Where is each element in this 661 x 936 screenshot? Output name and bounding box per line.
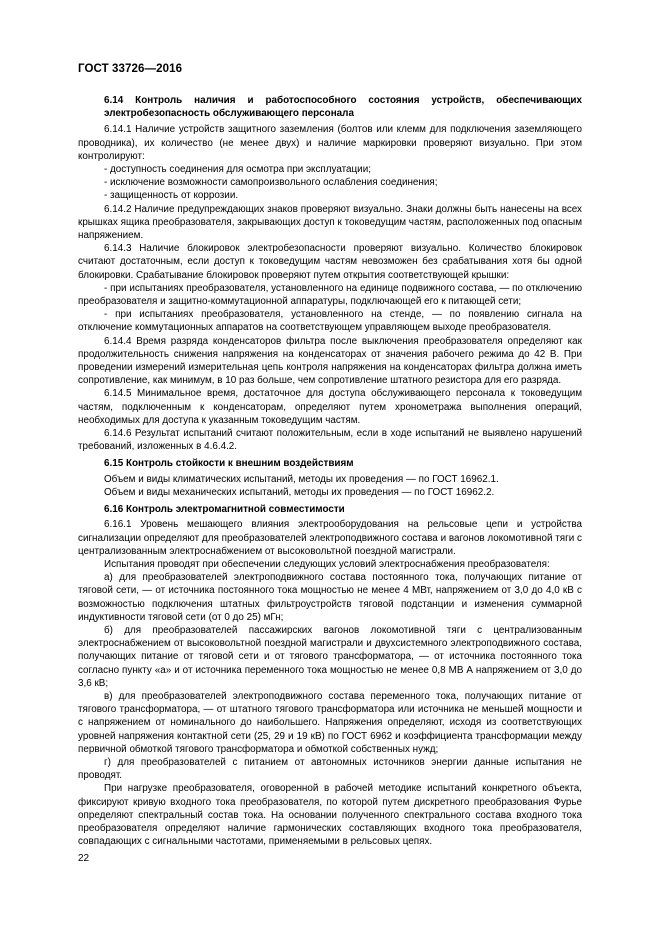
section-6-16-heading: 6.16 Контроль электромагнитной совместимости bbox=[104, 504, 345, 516]
paragraph-6-16-a: а) для преобразователей электроподвижного состава постоянного тока, получающих питание от тяговой сети, — от источника постоянного тока мощностью не менее 4 МВт, напряжением от 3,0 до 4,0 кВ с возможностью подключения штатных фильтроустройств тяговой подстанции и изменения суммарной индуктивности тяговой сети (от 0 до 25) мГн; bbox=[78, 572, 582, 623]
paragraph-6-16-g: г) для преобразователей с питанием от автономных источников энергии данные испытания не проводят. bbox=[78, 756, 582, 782]
paragraph-6-14-3: 6.14.3 Наличие блокировок электробезопасности проверяют визуально. Количество блокировок считают достаточным, если доступ к токоведущим частям невозможен без срабатывания хотя бы одной блокировки. Срабатывание блокировок проверяют путем открытия соответствующей крышки: bbox=[78, 243, 582, 281]
page-number: 22 bbox=[78, 853, 90, 864]
paragraph-6-14-1: 6.14.1 Наличие устройств защитного заземления (болтов или клемм для подключения заземляющего проводника), их количество (не менее двух) и наличие маркировки проверяют визуально. При этом контролируют: bbox=[78, 124, 582, 162]
paragraph-6-14-5: 6.14.5 Минимальное время, достаточное для доступа обслуживающего персонала к токоведущим частям, подключенным к конденсаторам, определяют путем хронометража выполнения операций, необходимых для доступа к указанным токоведущим частям. bbox=[78, 388, 582, 426]
paragraph-6-14-2: 6.14.2 Наличие предупреждающих знаков проверяют визуально. Знаки должны быть нанесены на всех крышках ящика преобразователя, закрывающих доступ к токоведущим частям, расположенных под опасным напряжением. bbox=[78, 203, 582, 242]
paragraph-6-16-conditions: Испытания проводят при обеспечении следующих условий электроснабжения преобразователя: bbox=[104, 558, 550, 570]
document-body bbox=[78, 94, 582, 848]
list-item: - защищенность от коррозии. bbox=[104, 190, 239, 202]
paragraph-6-14-6: 6.14.6 Результат испытаний считают положительным, если в ходе испытаний не выявлено нарушений требований, изложенных в 4.6.4.2. bbox=[78, 428, 582, 453]
paragraph-6-16-final: При нагрузке преобразователя, оговоренной в рабочей методике испытаний конкретного объекта, фиксируют кривую входного тока преобразователя, по которой путем дискретного преобразования Фурье определяют спектральный состав тока. На основании полученного спектрального состава входного тока преобразователя определяют наличие гармонических составляющих входного тока преобразователя, совпадающих с сигнальными частотами, применяемыми в рельсовых цепях. bbox=[78, 783, 582, 848]
list-item: - исключение возможности самопроизвольного ослабления соединения; bbox=[104, 177, 438, 189]
document-header: ГОСТ 33726—2016 bbox=[78, 63, 183, 75]
paragraph-6-16-1: 6.16.1 Уровень мешающего влияния электрооборудования на рельсовые цепи и устройства сигнализации определяют для преобразователей электроподвижного состава и вагонов локомотивной тяги с централизованным электроснабжением от высоковольтной поездной магистрали. bbox=[78, 519, 582, 557]
paragraph-6-14-4: 6.14.4 Время разряда конденсаторов фильтра после выключения преобразователя определяют как продолжительность снижения напряжения на конденсаторах от значения рабочего режима до 42 В. При проведении измерений измерительная цепь контроля напряжения на конденсаторах фильтра должна иметь сопротивление, как минимум, в 10 раз больше, чем сопротивление штатного резистора для его разряда. bbox=[78, 335, 582, 387]
paragraph-6-14-3-b: - при испытаниях преобразователя, установленного на стенде, — по появлению сигнала на отключение коммутационных аппаратов на соответствующем управляющем выходе преобразователя. bbox=[78, 309, 582, 334]
paragraph-6-16-b: б) для преобразователей пассажирских вагонов локомотивной тяги с централизованным электроснабжением от высоковольтной поездной магистрали и двухсистемного электроподвижного состава, получающих питание от тяговой сети и от тягового трансформатора, — от источника постоянного тока согласно пункту «а» и от источника переменного тока мощностью не менее 0,8 МВ А напряжением от 3,0 до 3,6 кВ; bbox=[78, 624, 582, 689]
list-item: - доступность соединения для осмотра при эксплуатации; bbox=[104, 164, 371, 176]
paragraph-6-15-climatic: Объем и виды климатических испытаний, методы их проведения — по ГОСТ 16962.1. bbox=[104, 473, 499, 485]
paragraph-6-15-mechanical: Объем и виды механических испытаний, методы их проведения — по ГОСТ 16962.2. bbox=[104, 486, 495, 498]
paragraph-6-14-3-a: - при испытаниях преобразователя, установленного на единице подвижного состава, — по отключению преобразователя и защитно-коммутационной аппаратуры, подключающей его к питающей сети; bbox=[78, 282, 582, 308]
paragraph-6-16-v: в) для преобразователей электроподвижного состава переменного тока, получающих питание от тягового трансформатора, — от штатного тягового трансформатора или источника не меньшей мощности и с напряжением от номинального до наибольшего. Напряжения определяют, исходя из соответствующих уровней напряжения контактной сети (25, 29 и 19 кВ) по ГОСТ 6962 и коэффициента трансформации между первичной обмоткой тягового трансформатора и обмоткой собственных нужд; bbox=[78, 690, 582, 755]
section-6-15-heading: 6.15 Контроль стойкости к внешним воздействиям bbox=[104, 458, 354, 470]
section-6-14-heading: 6.14 Контроль наличия и работоспособного состояния устройств, обеспечивающих электробезопасность обслуживающего персонала bbox=[104, 95, 582, 120]
